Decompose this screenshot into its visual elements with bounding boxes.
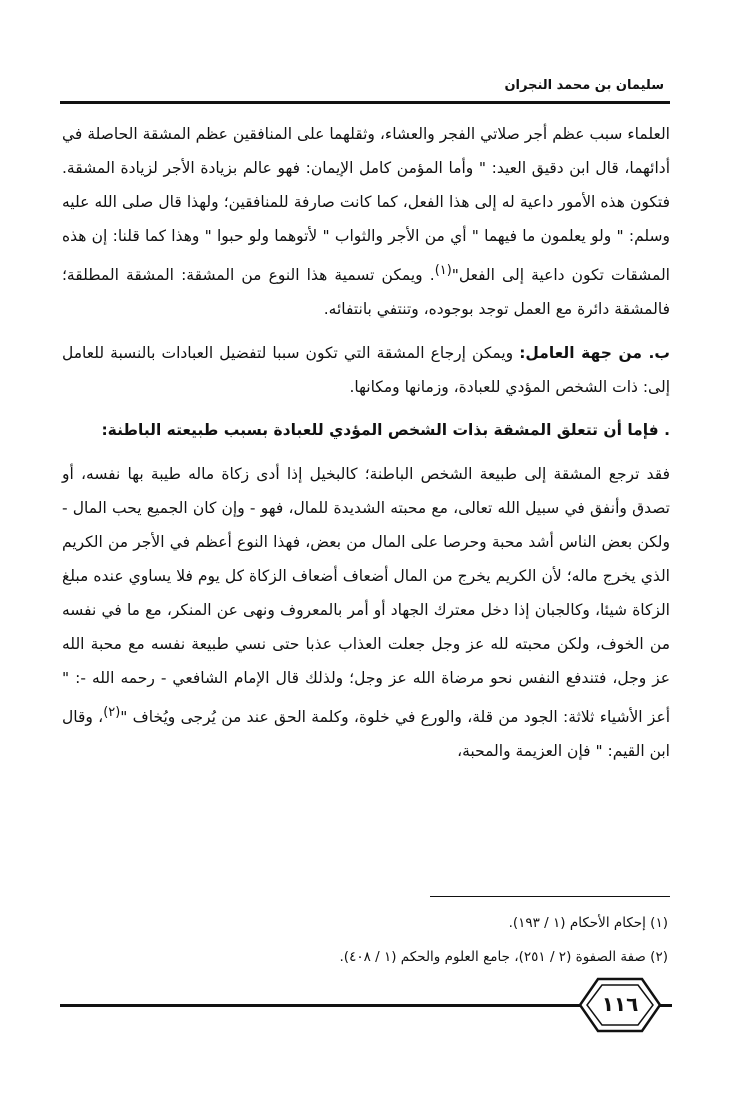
paragraph-1 (62, 118, 670, 327)
paragraph-2 (62, 337, 670, 405)
page-number: ١١٦ (601, 992, 639, 1016)
footnote-2: (٢) صفة الصفوة (٢ / ٢٥١)، جامع العلوم والحكم (١ / ٤٠٨). (339, 949, 668, 965)
paragraph-4-text: فقد ترجع المشقة إلى طبيعة الشخص الباطنة؛ كالبخيل إذا أدى زكاة ماله طيبة بها نفسه، أو تصدق وأنفق في سبيل الله تعالى، مع محبته الشديدة للمال، فهو - وإن كان الجميع يحب المال - ولكن بعض الناس أشد محبة وحرصا على المال من بعض، فهذا النوع أعظم في الأجر من الكريم الذي يخرج ماله؛ لأن الكريم يخرج من المال أضعاف أضعاف الزكاة كل يوم فلا يساوي عنده مبلغ الزكاة شيئا، وكالجبان إذا دخل معترك الجهاد أو أمر بالمعروف ونهى عن المنكر، مع ما في نفسه من الخوف، ولكن محبته لله عز وجل جعلت العذاب عذبا حتى نسي طبيعة نفسه مع محبة الله عز وجل، فتندفع النفس نحو مرضاة الله عز وجل؛ ولذلك قال الإمام الشافعي - رحمه الله -: " أعز الأشياء ثلاثة: الجود من قلة، والورع في خلوة، وكلمة الحق عند من يُرجى ويُخاف " (62, 465, 670, 726)
paragraph-4 (62, 458, 670, 768)
footnote-1: (١) إحكام الأحكام (١ / ١٩٣). (508, 915, 668, 931)
footnote-separator (430, 896, 670, 897)
paragraph-1-text: العلماء سبب عظم أجر صلاتي الفجر والعشاء، وثقلهما على المنافقين عظم المشقة الحاصلة في أدائهما، قال ابن دقيق العيد: " وأما المؤمن كامل الإيمان: فهو عالم بزيادة الأجر لزيادة المشقة. فتكون هذه الأمور داعية له إلى هذا الفعل، كما كانت صارفة للمنافقين؛ ولهذا قال صلى الله عليه وسلم: " ولو يعلمون ما فيهما " أي من الأجر والثواب " لأتوهما ولو حبوا " وهذا كما قلنا: إن هذه المشقات تكون داعية إلى الفعل" (62, 125, 670, 284)
paragraph-2-text: ويمكن إرجاع المشقة التي تكون سببا لتفضيل العبادات بالنسبة للعامل إلى: ذات الشخص المؤدي للعبادة، وزمانها ومكانها. (62, 343, 670, 396)
header-rule (60, 101, 670, 104)
subsection-heading: . فإما أن تتعلق المشقة بذات الشخص المؤدي للعبادة بسبب طبيعته الباطنة: (101, 421, 670, 440)
paragraph-1-end: . ويمكن تسمية هذا النوع من المشقة: المشقة المطلقة؛ فالمشقة دائرة مع العمل توجد بوجوده، وتنتفي بانتفائه. (62, 265, 670, 318)
section-heading-b: ب. من جهة العامل: (519, 343, 670, 362)
footer-rule-left (60, 1004, 580, 1007)
paragraph-4-end: ، وقال ابن القيم: " فإن العزيمة والمحبة، (62, 707, 670, 760)
running-header (60, 74, 670, 104)
footnote-ref-2: (٢) (103, 704, 121, 720)
footnote-ref-1: (١) (434, 262, 452, 278)
header-author: سليمان بن محمد النجران (504, 78, 664, 93)
page-footer (60, 975, 672, 1037)
page-number-frame (576, 975, 664, 1035)
footnotes (60, 906, 668, 974)
page-body (62, 118, 670, 769)
